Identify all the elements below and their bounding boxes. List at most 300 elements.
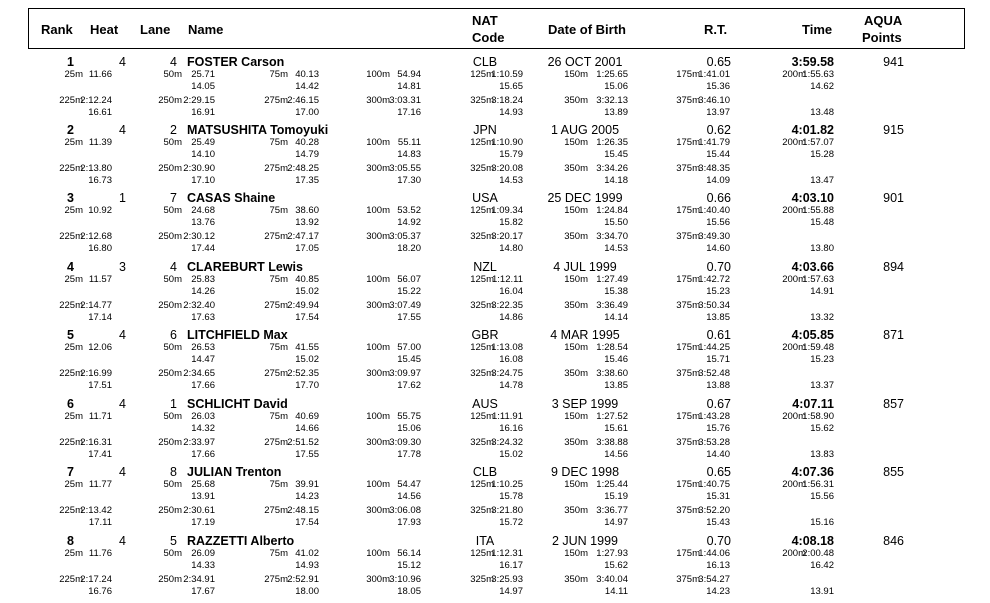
split-time: 2:49.94 <box>287 300 319 311</box>
lap-time: 17.93 <box>397 517 421 528</box>
split-distance: 175m <box>676 137 700 148</box>
split-time: 1:40.75 <box>698 479 730 490</box>
split-time: 25.83 <box>191 274 215 285</box>
split-time: 26.09 <box>191 548 215 559</box>
heat-cell: 4 <box>119 534 126 548</box>
lap-time: 15.78 <box>499 491 523 502</box>
split-time: 3:46.10 <box>698 95 730 106</box>
result-row <box>0 260 990 329</box>
split-distance: 350m <box>564 437 588 448</box>
split-distance: 325m <box>470 574 494 585</box>
split-distance: 350m <box>564 163 588 174</box>
lap-time: 13.85 <box>706 312 730 323</box>
split-distance: 125m <box>470 69 494 80</box>
lap-time: 14.86 <box>499 312 523 323</box>
lap-time: 14.14 <box>604 312 628 323</box>
lap-time: 14.42 <box>295 81 319 92</box>
result-row <box>0 397 990 466</box>
split-distance: 250m <box>158 437 182 448</box>
split-distance: 250m <box>158 163 182 174</box>
lap-time: 15.23 <box>810 354 834 365</box>
split-time: 2:16.31 <box>80 437 112 448</box>
split-time: 1:42.72 <box>698 274 730 285</box>
lap-time: 13.91 <box>191 491 215 502</box>
split-distance: 225m <box>59 368 83 379</box>
nat-code: NZL <box>473 260 497 274</box>
split-distance: 225m <box>59 505 83 516</box>
lap-time: 16.04 <box>499 286 523 297</box>
split-distance: 250m <box>158 505 182 516</box>
lap-time: 15.02 <box>295 286 319 297</box>
rank-cell: 3 <box>67 191 74 205</box>
split-distance: 375m <box>676 505 700 516</box>
lap-time: 18.20 <box>397 243 421 254</box>
split-distance: 175m <box>676 205 700 216</box>
split-time: 3:54.27 <box>698 574 730 585</box>
split-distance: 25m <box>64 274 83 285</box>
split-time: 3:52.20 <box>698 505 730 516</box>
lap-time: 13.83 <box>810 449 834 460</box>
lap-time: 15.06 <box>604 81 628 92</box>
reaction-time: 0.62 <box>706 123 731 137</box>
split-distance: 375m <box>676 437 700 448</box>
split-distance: 150m <box>564 342 588 353</box>
split-time: 2:47.17 <box>287 231 319 242</box>
split-time: 3:09.30 <box>389 437 421 448</box>
split-time: 55.11 <box>397 137 421 148</box>
split-time: 1:55.63 <box>802 69 834 80</box>
nat-code: GBR <box>471 328 499 342</box>
split-distance: 75m <box>269 137 288 148</box>
lap-time: 16.80 <box>88 243 112 254</box>
lap-time: 13.85 <box>604 380 628 391</box>
split-distance: 100m <box>366 548 390 559</box>
split-time: 3:05.55 <box>389 163 421 174</box>
lap-time: 15.72 <box>499 517 523 528</box>
lap-time: 17.55 <box>295 449 319 460</box>
split-time: 1:09.34 <box>491 205 523 216</box>
lap-time: 17.10 <box>191 175 215 186</box>
split-distance: 25m <box>64 548 83 559</box>
reaction-time: 0.65 <box>706 465 731 479</box>
split-distance: 175m <box>676 479 700 490</box>
split-distance: 275m <box>264 437 288 448</box>
lap-time: 17.66 <box>191 449 215 460</box>
header-name: Name <box>188 22 224 37</box>
split-time: 24.68 <box>191 205 215 216</box>
lane-cell: 6 <box>170 328 177 342</box>
split-time: 26.03 <box>191 411 215 422</box>
date-of-birth: 9 DEC 1998 <box>550 465 620 479</box>
heat-cell: 4 <box>119 465 126 479</box>
split-time: 3:32.13 <box>596 95 628 106</box>
header-rt: R.T. <box>704 22 728 37</box>
lap-time: 15.45 <box>397 354 421 365</box>
split-distance: 25m <box>64 69 83 80</box>
final-time: 4:07.11 <box>792 397 834 411</box>
lap-time: 13.47 <box>810 175 834 186</box>
lap-time: 17.66 <box>191 380 215 391</box>
lap-time: 15.45 <box>604 149 628 160</box>
split-distance: 50m <box>163 342 182 353</box>
lap-time: 15.82 <box>499 217 523 228</box>
lap-time: 15.71 <box>706 354 730 365</box>
final-time: 4:08.18 <box>791 534 834 548</box>
split-time: 54.94 <box>397 69 421 80</box>
lap-time: 14.60 <box>706 243 730 254</box>
split-distance: 350m <box>564 300 588 311</box>
split-time: 1:12.11 <box>492 274 523 285</box>
split-time: 11.57 <box>88 274 112 285</box>
heat-cell: 4 <box>119 55 126 69</box>
lap-time: 17.00 <box>295 107 319 118</box>
lap-time: 13.37 <box>810 380 834 391</box>
lap-time: 15.36 <box>706 81 730 92</box>
split-time: 1:28.54 <box>596 342 628 353</box>
split-time: 3:24.75 <box>491 368 523 379</box>
final-time: 3:59.58 <box>791 55 834 69</box>
split-distance: 25m <box>64 205 83 216</box>
split-time: 3:53.28 <box>698 437 730 448</box>
split-distance: 325m <box>470 368 494 379</box>
split-distance: 175m <box>676 548 700 559</box>
split-time: 2:48.15 <box>287 505 319 516</box>
split-distance: 350m <box>564 231 588 242</box>
split-time: 55.75 <box>397 411 421 422</box>
lap-time: 16.17 <box>499 560 523 571</box>
split-distance: 300m <box>366 231 390 242</box>
lap-time: 17.78 <box>397 449 421 460</box>
split-time: 2:17.24 <box>80 574 112 585</box>
nat-code: USA <box>472 191 498 205</box>
lap-time: 13.48 <box>810 107 834 118</box>
lap-time: 13.32 <box>810 312 834 323</box>
lap-time: 17.54 <box>295 312 319 323</box>
split-distance: 200m <box>782 479 806 490</box>
result-row <box>0 191 990 260</box>
split-distance: 325m <box>470 95 494 106</box>
lap-time: 14.78 <box>499 380 523 391</box>
split-distance: 25m <box>64 479 83 490</box>
split-distance: 375m <box>676 368 700 379</box>
header-rank: Rank <box>41 22 73 37</box>
split-time: 1:41.01 <box>698 69 730 80</box>
split-time: 40.13 <box>295 69 319 80</box>
rank-cell: 8 <box>67 534 74 548</box>
split-distance: 300m <box>366 368 390 379</box>
split-distance: 150m <box>564 411 588 422</box>
split-distance: 300m <box>366 505 390 516</box>
aqua-points: 941 <box>883 55 904 69</box>
split-time: 2:13.80 <box>80 163 112 174</box>
split-time: 3:38.88 <box>596 437 628 448</box>
split-time: 11.66 <box>88 69 112 80</box>
nat-code: JPN <box>473 123 497 137</box>
lap-time: 14.32 <box>191 423 215 434</box>
lap-time: 15.31 <box>706 491 730 502</box>
aqua-points: 894 <box>883 260 904 274</box>
split-time: 11.76 <box>88 548 112 559</box>
split-time: 1:10.59 <box>491 69 523 80</box>
lap-time: 14.10 <box>191 149 215 160</box>
lap-time: 17.51 <box>88 380 112 391</box>
lap-time: 17.35 <box>295 175 319 186</box>
lap-time: 18.05 <box>397 586 421 597</box>
lap-time: 15.76 <box>706 423 730 434</box>
date-of-birth: 1 AUG 2005 <box>550 123 620 137</box>
split-time: 2:00.48 <box>802 548 834 559</box>
lap-time: 14.97 <box>499 586 523 597</box>
split-time: 2:52.35 <box>287 368 319 379</box>
aqua-points: 846 <box>883 534 904 548</box>
lap-time: 15.16 <box>810 517 834 528</box>
lane-cell: 5 <box>170 534 177 548</box>
split-distance: 200m <box>782 69 806 80</box>
split-distance: 375m <box>676 95 700 106</box>
split-distance: 150m <box>564 69 588 80</box>
split-distance: 300m <box>366 437 390 448</box>
lap-time: 13.80 <box>810 243 834 254</box>
rank-cell: 4 <box>67 260 74 274</box>
split-time: 1:43.28 <box>698 411 730 422</box>
heat-cell: 4 <box>119 328 126 342</box>
lap-time: 16.73 <box>88 175 112 186</box>
lap-time: 16.76 <box>88 586 112 597</box>
lap-time: 16.42 <box>810 560 834 571</box>
lap-time: 17.44 <box>191 243 215 254</box>
reaction-time: 0.70 <box>706 260 731 274</box>
lap-time: 13.89 <box>604 107 628 118</box>
split-time: 1:55.88 <box>802 205 834 216</box>
date-of-birth: 4 MAR 1995 <box>550 328 620 342</box>
split-distance: 25m <box>64 137 83 148</box>
lap-time: 14.62 <box>810 81 834 92</box>
split-time: 2:30.12 <box>183 231 215 242</box>
split-time: 3:05.37 <box>389 231 421 242</box>
split-distance: 225m <box>59 163 83 174</box>
split-distance: 50m <box>163 137 182 148</box>
lap-time: 15.56 <box>810 491 834 502</box>
lap-time: 17.62 <box>397 380 421 391</box>
rank-cell: 1 <box>67 55 74 69</box>
lap-time: 14.80 <box>499 243 523 254</box>
header-lane: Lane <box>140 22 171 37</box>
split-time: 57.00 <box>397 342 421 353</box>
lap-time: 16.16 <box>499 423 523 434</box>
split-distance: 350m <box>564 368 588 379</box>
lap-time: 15.48 <box>810 217 834 228</box>
split-time: 2:48.25 <box>287 163 319 174</box>
split-time: 3:40.04 <box>596 574 628 585</box>
final-time: 4:03.10 <box>791 191 834 205</box>
split-distance: 250m <box>158 231 182 242</box>
split-distance: 275m <box>264 368 288 379</box>
split-time: 53.52 <box>397 205 421 216</box>
heat-cell: 4 <box>119 123 126 137</box>
split-distance: 75m <box>269 274 288 285</box>
split-time: 2:30.90 <box>183 163 215 174</box>
split-time: 2:52.91 <box>287 574 319 585</box>
athlete-name: JULIAN Trenton <box>187 465 282 479</box>
split-time: 3:24.32 <box>491 437 523 448</box>
lap-time: 14.81 <box>397 81 421 92</box>
lap-time: 14.92 <box>397 217 421 228</box>
split-time: 40.85 <box>295 274 319 285</box>
split-distance: 250m <box>158 368 182 379</box>
rank-cell: 2 <box>67 123 74 137</box>
split-time: 1:44.25 <box>698 342 730 353</box>
split-distance: 50m <box>163 479 182 490</box>
aqua-points: 901 <box>883 191 904 205</box>
aqua-points: 857 <box>883 397 904 411</box>
split-distance: 350m <box>564 505 588 516</box>
split-distance: 25m <box>64 342 83 353</box>
heat-cell: 3 <box>119 260 126 274</box>
split-distance: 200m <box>782 411 806 422</box>
athlete-name: FOSTER Carson <box>187 55 285 69</box>
split-distance: 75m <box>269 411 288 422</box>
lap-time: 14.11 <box>604 586 628 597</box>
split-distance: 150m <box>564 548 588 559</box>
rank-cell: 6 <box>67 397 74 411</box>
split-distance: 300m <box>366 95 390 106</box>
lap-time: 15.56 <box>706 217 730 228</box>
lap-time: 17.55 <box>397 312 421 323</box>
split-time: 3:10.96 <box>389 574 421 585</box>
split-distance: 325m <box>470 505 494 516</box>
split-distance: 300m <box>366 163 390 174</box>
split-time: 3:20.08 <box>491 163 523 174</box>
heat-cell: 1 <box>119 191 126 205</box>
split-time: 2:12.24 <box>80 95 112 106</box>
split-distance: 100m <box>366 479 390 490</box>
split-distance: 125m <box>470 548 494 559</box>
lap-time: 14.83 <box>397 149 421 160</box>
split-distance: 325m <box>470 300 494 311</box>
lap-time: 14.97 <box>604 517 628 528</box>
lap-time: 15.46 <box>604 354 628 365</box>
split-distance: 325m <box>470 437 494 448</box>
lap-time: 17.63 <box>191 312 215 323</box>
split-time: 1:13.08 <box>491 342 523 353</box>
lap-time: 16.08 <box>499 354 523 365</box>
result-row <box>0 534 990 603</box>
lap-time: 13.92 <box>295 217 319 228</box>
split-time: 40.28 <box>295 137 319 148</box>
lap-time: 17.16 <box>397 107 421 118</box>
header-points: Points <box>862 30 902 45</box>
lap-time: 14.66 <box>295 423 319 434</box>
lap-time: 15.22 <box>397 286 421 297</box>
split-distance: 100m <box>366 274 390 285</box>
split-distance: 150m <box>564 479 588 490</box>
split-distance: 200m <box>782 548 806 559</box>
split-time: 1:44.06 <box>698 548 730 559</box>
result-row <box>0 123 990 192</box>
split-time: 3:36.77 <box>596 505 628 516</box>
lap-time: 14.18 <box>604 175 628 186</box>
split-time: 41.02 <box>295 548 319 559</box>
reaction-time: 0.66 <box>706 191 731 205</box>
split-time: 3:49.30 <box>698 231 730 242</box>
lap-time: 17.14 <box>88 312 112 323</box>
lap-time: 15.62 <box>810 423 834 434</box>
split-distance: 125m <box>470 137 494 148</box>
split-distance: 100m <box>366 205 390 216</box>
header-aqua: AQUA <box>864 13 903 28</box>
split-time: 1:27.49 <box>596 274 628 285</box>
split-time: 2:16.99 <box>80 368 112 379</box>
date-of-birth: 3 SEP 1999 <box>551 397 619 411</box>
lap-time: 15.44 <box>706 149 730 160</box>
split-time: 3:34.70 <box>596 231 628 242</box>
lane-cell: 2 <box>170 123 177 137</box>
heat-cell: 4 <box>119 397 126 411</box>
lap-time: 17.41 <box>88 449 112 460</box>
split-distance: 250m <box>158 574 182 585</box>
lap-time: 14.09 <box>706 175 730 186</box>
lane-cell: 8 <box>170 465 177 479</box>
final-time: 4:03.66 <box>791 260 834 274</box>
lap-time: 17.19 <box>191 517 215 528</box>
athlete-name: MATSUSHITA Tomoyuki <box>187 123 329 137</box>
split-time: 2:33.97 <box>183 437 215 448</box>
lap-time: 15.43 <box>706 517 730 528</box>
split-time: 1:11.91 <box>492 411 523 422</box>
result-row <box>0 55 990 124</box>
lane-cell: 1 <box>170 397 177 411</box>
lap-time: 14.23 <box>706 586 730 597</box>
split-distance: 150m <box>564 274 588 285</box>
split-time: 3:07.49 <box>389 300 421 311</box>
split-distance: 150m <box>564 205 588 216</box>
split-time: 1:25.65 <box>596 69 628 80</box>
split-distance: 275m <box>264 505 288 516</box>
split-time: 12.06 <box>88 342 112 353</box>
lap-time: 15.38 <box>604 286 628 297</box>
split-distance: 25m <box>64 411 83 422</box>
lap-time: 15.65 <box>499 81 523 92</box>
split-time: 1:59.48 <box>802 342 834 353</box>
split-distance: 350m <box>564 95 588 106</box>
nat-code: ITA <box>475 534 495 548</box>
split-time: 56.14 <box>397 548 421 559</box>
lap-time: 15.28 <box>810 149 834 160</box>
lap-time: 17.11 <box>88 517 112 528</box>
split-distance: 100m <box>366 69 390 80</box>
final-time: 4:07.36 <box>791 465 834 479</box>
result-row <box>0 465 990 534</box>
split-time: 2:29.15 <box>183 95 215 106</box>
header-dob: Date of Birth <box>548 22 626 37</box>
split-time: 3:18.24 <box>491 95 523 106</box>
split-time: 3:50.34 <box>698 300 730 311</box>
split-distance: 275m <box>264 300 288 311</box>
lane-cell: 4 <box>170 55 177 69</box>
lap-time: 17.30 <box>397 175 421 186</box>
split-distance: 175m <box>676 342 700 353</box>
lap-time: 17.67 <box>191 586 215 597</box>
lap-time: 14.33 <box>191 560 215 571</box>
split-distance: 50m <box>163 69 182 80</box>
lap-time: 14.47 <box>191 354 215 365</box>
split-time: 3:06.08 <box>389 505 421 516</box>
header-time: Time <box>802 22 833 37</box>
split-time: 1:10.90 <box>491 137 523 148</box>
aqua-points: 855 <box>883 465 904 479</box>
split-distance: 200m <box>782 205 806 216</box>
split-distance: 200m <box>782 274 806 285</box>
